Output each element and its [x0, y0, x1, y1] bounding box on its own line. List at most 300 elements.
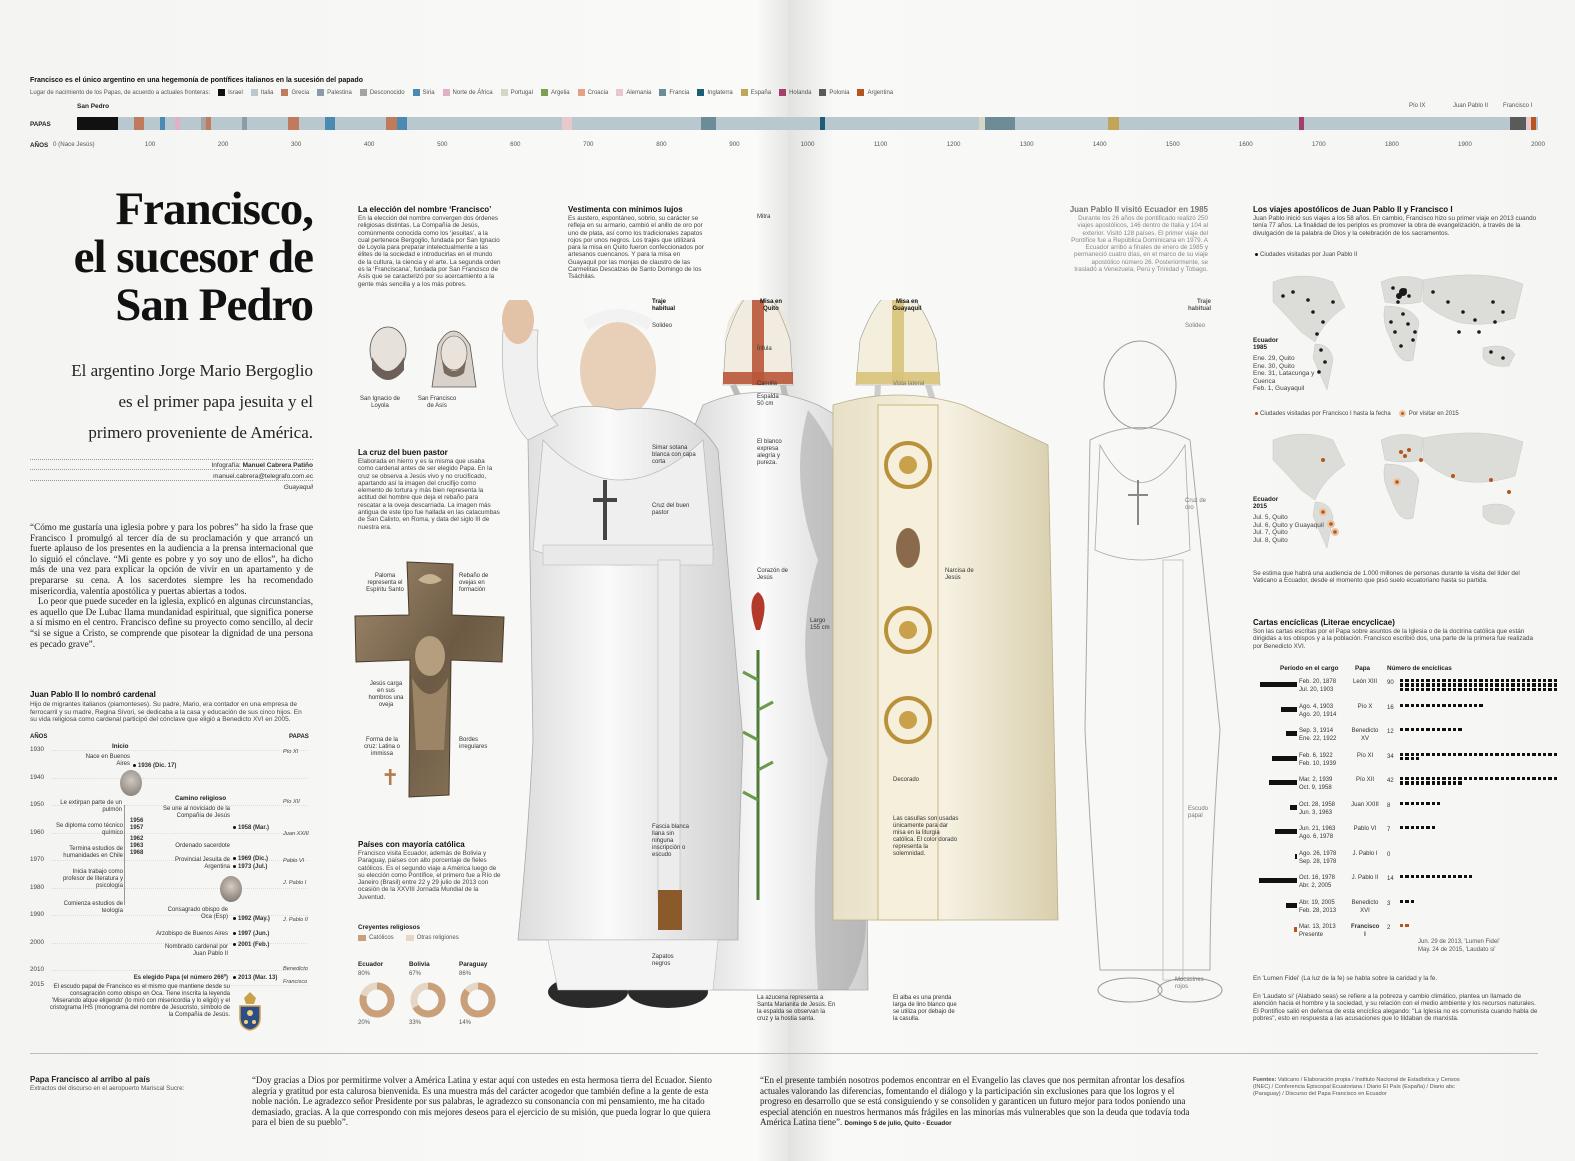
encyclical-dot	[1400, 777, 1403, 780]
encyclical-dot	[1495, 777, 1498, 780]
encyclical-dot	[1405, 683, 1408, 686]
pope-name: Pío X	[1357, 703, 1373, 710]
tenure-bar	[1290, 805, 1297, 810]
jp2-cruz-label: Cruz de oro	[1185, 498, 1207, 511]
encyclical-dot	[1416, 679, 1419, 682]
otras-swatch	[406, 935, 414, 941]
tenure-bar	[1272, 756, 1297, 761]
legend-swatch	[360, 89, 367, 96]
cardinal-pope: J. Pablo I	[283, 880, 307, 886]
encyclical-dot	[1400, 704, 1403, 707]
latin-cross-icon: ✝	[381, 765, 400, 790]
footer-sub: Extractos del discurso en el aeropuerto Mariscal Sucre:	[30, 1085, 185, 1092]
first-pope-label: San Pedro	[77, 103, 110, 110]
corazon-label: Corazón de Jesús	[757, 568, 789, 581]
azucena-label: La azucena representa a Santa Marianita de Jesús. En la espalda se observan la cruz y la hostia santa.	[757, 995, 836, 1022]
encyclical-dot	[1469, 679, 1472, 682]
encyclical-dot	[1458, 683, 1461, 686]
encyclical-count: 90	[1387, 680, 1394, 686]
encyclical-dot	[1421, 781, 1424, 784]
year-tick: 300	[290, 141, 302, 148]
encyclical-dot	[1453, 753, 1456, 756]
encyclical-dot	[1517, 679, 1520, 682]
encyclical-dot	[1437, 704, 1440, 707]
encyclical-dot	[1426, 704, 1429, 707]
encyclical-dot	[1485, 777, 1488, 780]
year-tick: 400	[364, 141, 375, 148]
encyclical-dot	[1532, 679, 1535, 682]
otras-pct: 14%	[459, 1020, 472, 1026]
encyclical-dot	[1479, 777, 1482, 780]
period-from: Feb. 6, 1922	[1299, 752, 1333, 759]
jp2-escudo-label: Escudo papal	[1188, 806, 1209, 819]
encyclical-dot	[1416, 757, 1419, 760]
encyclical-dot	[1437, 777, 1440, 780]
ec85-item: Ene. 29, Quito	[1253, 355, 1295, 362]
event-cardenal: Nombrado cardenal por Juan Pablo II	[164, 944, 228, 957]
encyclical-dot	[1527, 753, 1530, 756]
viajes-text: Juan Pablo inició sus viajes a los 58 años. En cambio, Francisco hizo su primer viaje en 2013 cuando tenía 77 años. La finalidad de los periplos es promover la obra de evangelización, a través de la divulgación de la palabra de Dios y la celebración de los sacramentos.	[1253, 215, 1537, 237]
encyclical-dot	[1400, 757, 1403, 760]
encyclical-dot	[1479, 753, 1482, 756]
encyclical-dot	[1501, 777, 1504, 780]
creyentes-title: Creyentes religiosos	[358, 924, 420, 931]
pope-segment	[1531, 117, 1536, 130]
credit-email: manuel.cabrera@telegrafo.com.ec	[213, 473, 313, 480]
encyclical-dot	[1538, 679, 1541, 682]
cardinal-year: 1990	[30, 911, 45, 918]
period-from: Oct. 16, 1978	[1299, 875, 1336, 881]
footer-quote-2-text: “En el presente también nosotros podemos encontrar en el Evangelio las claves que nos permitan afrontar los desafíos actuales valorando las diferencias, fomentando el diálogo y la participación sin exclusiones para que los logros y el progreso en desarrollo que se está consiguiendo y se consoliden y garanticen un futuro mejor para todos poniendo una especial atención en nuestros hermanos más frágiles en las minorías más vulnerables que son la deuda que todavía toda América Latina tiene”.	[760, 1075, 1190, 1128]
encyclical-dot	[1464, 679, 1467, 682]
period-to: Presente	[1299, 932, 1324, 938]
period-from: Oct. 28, 1958	[1299, 801, 1336, 808]
encyclical-dot	[1400, 826, 1403, 829]
rebano-label: Rebaño de ovejas en formación	[459, 573, 489, 593]
encyclical-dot	[1479, 679, 1482, 682]
encyclical-dot	[1554, 688, 1557, 691]
encyclical-dot	[1469, 688, 1472, 691]
encyclical-count: 8	[1387, 802, 1391, 809]
encyclical-row	[1253, 874, 1538, 896]
fuentes	[1253, 1077, 1473, 1098]
period-to: Ago. 20, 1914	[1299, 711, 1337, 718]
encyclical-dot	[1511, 777, 1514, 780]
mitra-label: Mitra	[757, 214, 771, 220]
cardinal-text: Hijo de migrantes italianos (piamonteses). Su padre, Mario, era contador en una empresa de ferrocarril y su madre, Regina Sívori, se dedicaba a la casa y educación de sus cinco hijos. En su vida religiosa como cardenal participó del cónclave que eligió a Benedicto XVI en 2005.	[30, 701, 302, 724]
encyclical-dot	[1458, 728, 1461, 731]
encyclical-dot	[1453, 683, 1456, 686]
encyclical-dot	[1532, 777, 1535, 780]
encyclical-dots	[1400, 802, 1558, 805]
cardinal-year: 1960	[30, 829, 45, 836]
encyclical-dot	[1416, 753, 1419, 756]
vestments-illustration	[488, 300, 1088, 1025]
event-profesor: Inicia trabajo como profesor de literatura y psicología	[62, 869, 123, 889]
otras-pct: 20%	[358, 1020, 371, 1026]
encyclical-dot	[1400, 683, 1403, 686]
encyclical-dot	[1511, 753, 1514, 756]
misa-gye-label: Misa en Guayaquil	[892, 299, 922, 312]
footer-quote-2-sign: Domingo 5 de julio, Quito - Ecuador	[844, 1120, 952, 1128]
cardinal-year: 1970	[30, 856, 45, 863]
encyclical-dot	[1411, 753, 1414, 756]
encyclical-dot	[1474, 688, 1477, 691]
period-to: Abr. 2, 2005	[1299, 883, 1332, 889]
encyclical-dot	[1469, 683, 1472, 686]
encyclical-dot	[1405, 900, 1408, 903]
encyclical-dot	[1448, 753, 1451, 756]
paises-text: Francisco visita Ecuador, además de Bolivia y Paraguay, países con alto porcentaje de fieles católicos. Es el segundo viaje a América luego de su elección como Pontífice, el primero fue a Río de Janeiro (Brasil) entre 22 y 29 julio de 2013 con ocasión de la XXVIII Jornada Mundial de la Juventud.	[358, 850, 501, 901]
encyclical-dot	[1479, 704, 1482, 707]
encyclical-dot	[1469, 753, 1472, 756]
encyclical-dot	[1442, 875, 1445, 878]
year-tick: 1900	[1458, 141, 1472, 148]
encyclical-dot	[1421, 802, 1424, 805]
encyclical-dot	[1538, 688, 1541, 691]
encyclical-dot	[1501, 688, 1504, 691]
inicio-heading: Inicio	[112, 743, 129, 750]
encyclical-dot	[1485, 753, 1488, 756]
encyclical-dot	[1416, 781, 1419, 784]
encyclical-row	[1253, 850, 1538, 872]
subtitle-line: El argentino Jorge Mario Bergoglio	[71, 361, 313, 380]
catholic-donut	[358, 981, 396, 1019]
year-tick: 1000	[800, 141, 815, 148]
encyclical-dot	[1538, 683, 1541, 686]
encyclical-dot	[1495, 753, 1498, 756]
encyclical-dot	[1527, 777, 1530, 780]
encyclical-dot	[1532, 688, 1535, 691]
otras-label: Otras religiones	[416, 935, 459, 941]
period-to: Feb. 28, 2013	[1299, 907, 1337, 914]
encyclical-dot	[1400, 924, 1403, 927]
date-obispo: 1992 (May.)	[238, 916, 270, 922]
encyclical-row	[1253, 752, 1538, 774]
map1-legend-text: Ciudades visitadas por Juan Pablo II	[1260, 252, 1358, 258]
encyclical-dot	[1432, 688, 1435, 691]
encyclical-dot	[1490, 683, 1493, 686]
encyclical-dot	[1437, 781, 1440, 784]
legend-swatch	[443, 89, 450, 96]
event-provincial: Provincial Jesuita de Argentina	[174, 857, 230, 870]
encyclical-dot	[1511, 688, 1514, 691]
encyclical-dot	[1432, 777, 1435, 780]
legend-swatch	[697, 89, 704, 96]
encyclical-dot	[1426, 802, 1429, 805]
encyclical-dot	[1411, 781, 1414, 784]
cardinal-years-label: AÑOS	[30, 734, 48, 740]
encyclical-dot	[1527, 679, 1530, 682]
late-pope-label: Pío IX	[1409, 103, 1426, 109]
encyclical-dot	[1511, 679, 1514, 682]
encyclical-dot	[1432, 728, 1435, 731]
map2-legend	[1253, 410, 1459, 417]
paloma-label: Paloma representa el Espíritu Santo	[366, 573, 404, 593]
solideo-label: Solideo	[652, 323, 673, 329]
ec85-title: Ecuador 1985	[1253, 337, 1279, 351]
encyclical-dots	[1400, 777, 1558, 785]
encyclical-dot	[1416, 777, 1419, 780]
encyclical-count: 14	[1387, 876, 1394, 882]
year-axis	[53, 141, 1545, 151]
encyclical-dot	[1442, 777, 1445, 780]
encyclical-dot	[1453, 875, 1456, 878]
encyclical-dots	[1400, 826, 1558, 829]
period-to: Ago. 6, 1978	[1299, 834, 1334, 840]
legend-swatch	[218, 89, 225, 96]
cardinal-title: Juan Pablo II lo nombró cardenal	[30, 690, 156, 699]
footer-title: Papa Francisco al arribo al país	[30, 1075, 151, 1084]
encyclical-dots	[1400, 753, 1558, 761]
encyclical-dot	[1448, 679, 1451, 682]
narcisa-label: Narcisa de Jesús	[945, 568, 974, 581]
footer-quote-1: “Doy gracias a Dios por permitirme volver a América Latina y estar aquí con ustedes en esta hermosa tierra del Ecuador. Siento alegría y gratitud por esta calurosa bienvenida. Es una muestra más del carácter acogedor que también define a la gente de esta noble nación. Le agradezco señor Presidente por sus palabras, le agradezco su consonancia con mi pensamiento, me ha citado demasiado, gracias. A la que correspondo con mis mejores deseos para el ejercicio de su misión, que pueda lograr lo que quiera para el bien de su pueblo”.	[252, 1075, 712, 1128]
legend-swatch	[578, 89, 585, 96]
period-to: Ene. 22, 1922	[1299, 736, 1337, 742]
title-line: el sucesor de	[73, 231, 313, 283]
encyclical-dot	[1442, 704, 1445, 707]
period-to: Oct. 9, 1958	[1299, 785, 1332, 791]
pope-name: Pablo VI	[1353, 826, 1377, 832]
encyclical-dot	[1426, 683, 1429, 686]
francisco-encyclicals-note: Jun. 29 de 2013, 'Lumen Fidei' May. 24 de 2015, 'Laudato si'	[1418, 939, 1500, 953]
encyclical-dot	[1548, 679, 1551, 682]
encyclical-row	[1253, 825, 1538, 847]
intro-quote	[30, 522, 313, 649]
cardinal-year: 1980	[30, 884, 45, 891]
jp2-mocasines-label: Mocasines rojos	[1175, 977, 1204, 990]
legend-label: Portugal	[510, 89, 533, 96]
creyentes-legend	[358, 935, 459, 941]
year-tick: 100	[144, 141, 156, 148]
legend-label: Norte de África	[452, 89, 493, 96]
encyclical-row	[1253, 678, 1538, 700]
coat-of-arms-icon	[232, 990, 268, 1032]
encyclical-dot	[1554, 753, 1557, 756]
encyclical-dot	[1517, 777, 1520, 780]
legend-swatch	[616, 89, 623, 96]
encyclical-dot	[1400, 688, 1403, 691]
title-line: Francisco,	[115, 183, 313, 235]
event-elegido: Es elegido Papa (el número 266º)	[133, 975, 228, 981]
encyclical-dots	[1400, 704, 1558, 707]
vestimenta-text: Es austero, espontáneo, sobrio, su carácter se refleja en su armario, cambió el anillo de oro por uno de plata, así como los tradicionales zapatos rojos por unos negros. Los trajes que utilizará para la misa en Quito fueron confeccionados por artesanos cuencanos. Y para la misa en Guayaquil por las monjas de claustro de las Carmelitas Descalzas de Santo Domingo de los Tsáchilas.	[568, 215, 704, 281]
encyclical-dot	[1554, 683, 1557, 686]
blanco-label: El blanco expresa alegría y pureza.	[757, 439, 782, 466]
encyclical-dot	[1400, 679, 1403, 682]
encyclical-dot	[1442, 688, 1445, 691]
tenure-bar	[1295, 854, 1297, 859]
period-from: Ago. 4, 1903	[1299, 703, 1334, 710]
portrait-young	[120, 770, 142, 796]
period-from: Mar. 13, 2013	[1299, 924, 1336, 930]
encyclical-dots	[1400, 679, 1558, 691]
legend-swatch	[659, 89, 666, 96]
jp2-title: Juan Pablo II visitó Ecuador en 1985	[1069, 205, 1208, 214]
event-ordenado: Ordenado sacerdote	[175, 843, 230, 849]
event-teologia: Comienza estudios de teología	[63, 901, 123, 914]
encyclical-dot	[1411, 679, 1414, 682]
encyclical-dot	[1538, 777, 1541, 780]
encyclical-dot	[1464, 753, 1467, 756]
encyclical-dot	[1490, 679, 1493, 682]
year-tick: 200	[217, 141, 229, 148]
encyclical-dot	[1421, 683, 1424, 686]
year-tick: 1200	[946, 141, 961, 148]
encyclical-dot	[1464, 704, 1467, 707]
encyclical-dots	[1400, 900, 1558, 903]
encyclical-dot	[1416, 688, 1419, 691]
legend-swatch	[413, 89, 420, 96]
encyclical-dot	[1426, 679, 1429, 682]
encyclical-dot	[1432, 826, 1435, 829]
pope-name: J. Pablo II	[1351, 875, 1379, 881]
simar-label: Simar sotana blanca con capa corta	[652, 445, 696, 465]
encyclical-dot	[1522, 777, 1525, 780]
encyclical-dot	[1506, 777, 1509, 780]
encyclical-dot	[1522, 679, 1525, 682]
encyclical-dot	[1411, 900, 1414, 903]
country-name: Bolivia	[409, 961, 430, 968]
ec15-item: Jul. 5, Quito	[1253, 514, 1288, 521]
encyclical-dot	[1432, 781, 1435, 784]
encyclical-dot	[1411, 777, 1414, 780]
period-from: Abr. 19, 2005	[1299, 899, 1335, 906]
year-tick: 1500	[1165, 141, 1180, 148]
map1-legend	[1253, 252, 1357, 258]
subtitle-line: primero proveniente de América.	[88, 423, 313, 442]
country-name: Paraguay	[459, 961, 488, 968]
encyclical-dot	[1469, 875, 1472, 878]
por-visitar-icon	[1399, 410, 1406, 417]
nombre-title: La elección del nombre ‘Francisco’	[358, 205, 492, 214]
cardinal-pope: Benedicto	[283, 966, 308, 972]
saint-ignacio-label: San Ignacio de Loyola	[359, 396, 401, 409]
lumen-text: En 'Lumen Fidei' (La luz de la fe) se habla sobre la caridad y la fe.	[1253, 975, 1438, 982]
encyclical-dot	[1538, 753, 1541, 756]
encyclical-dot	[1501, 753, 1504, 756]
encyclical-row	[1253, 899, 1538, 921]
encyclical-dot	[1485, 688, 1488, 691]
encyclical-dot	[1432, 683, 1435, 686]
encyclical-dot	[1405, 688, 1408, 691]
pope-name: J. Pablo I	[1352, 850, 1378, 857]
traje-label: Traje habitual	[652, 299, 676, 312]
col-papa: Papa	[1355, 665, 1371, 672]
legend-swatch	[857, 89, 864, 96]
year-tick: 1600	[1238, 141, 1253, 148]
encyclical-dot	[1421, 777, 1424, 780]
encyclical-dot	[1411, 802, 1414, 805]
fuentes-text: Vaticano / Elaboración propia / Instituto Nacional de Estadística y Censos (INEC) / Conferencia Episcopal Ecuatoriana / Diario El País (España) / Diario abc (Paraguay) / Discurso del Papa Francisco en Ecuador	[1253, 1077, 1460, 1097]
encyclical-dot	[1400, 753, 1403, 756]
vista-lateral-label: Vista lateral	[893, 381, 925, 387]
subtitle	[30, 355, 313, 448]
encyclical-dot	[1469, 704, 1472, 707]
encyclical-dot	[1448, 704, 1451, 707]
encyclical-dot	[1485, 683, 1488, 686]
encyclical-dot	[1437, 683, 1440, 686]
encyclical-dot	[1522, 683, 1525, 686]
encyclical-dot	[1442, 679, 1445, 682]
encyclical-dot	[1490, 777, 1493, 780]
papas-row-label: PAPAS	[30, 121, 51, 128]
encyclical-dot	[1517, 688, 1520, 691]
legend-label: Israel	[228, 89, 243, 96]
paises-title: Países con mayoría católica	[358, 840, 465, 849]
encyclical-count: 34	[1387, 753, 1394, 760]
col-periodo: Período en el cargo	[1280, 665, 1339, 672]
legend-label: Francia	[669, 89, 690, 96]
year-tick: 1800	[1385, 141, 1399, 148]
legend-swatch	[779, 89, 786, 96]
date-arzobispo: 1997 (Jun.)	[238, 931, 270, 937]
encyclical-dot	[1400, 802, 1403, 805]
encyclical-dot	[1437, 688, 1440, 691]
date-1962: 1962	[130, 836, 144, 842]
legend-label: Argelia	[550, 89, 570, 96]
cardinal-pope: Pío XII	[283, 799, 300, 805]
encyclical-dot	[1426, 777, 1429, 780]
encyclical-dot	[1458, 753, 1461, 756]
event-obispo: Consagrado obispo de Oca (Esp)	[167, 907, 228, 920]
cardinal-year: 1950	[30, 801, 45, 808]
credit-label: Infografía:	[211, 462, 241, 469]
quote-paragraph: “Cómo me gustaría una iglesia pobre y para los pobres” ha sido la frase que Francisco I promulgó al tercer día de su proclamación y que arrancó un fuerte aplauso de los presentes en la audiencia a la prensa internacional que lo siguió el cónclave. “Mi gente es pobre y yo soy uno de ellos”, ha dicho más de una vez para explicar la opción de vivir en un apartamento y de prepararse su cena. A los sacerdotes siempre les ha recomendado misericordia, valentía apostólica y puertas abiertas a todos.	[30, 522, 313, 596]
encyclical-count: 0	[1387, 851, 1391, 858]
period-to: Feb. 10, 1939	[1299, 760, 1337, 767]
misa-quito-label: Misa en Quito	[759, 299, 782, 312]
encyclical-dot	[1421, 875, 1424, 878]
zapatos-label: Zapatos negros	[652, 954, 674, 967]
encyclical-dot	[1548, 688, 1551, 691]
encyclical-dot	[1416, 683, 1419, 686]
saints-portraits	[358, 315, 498, 390]
cartas-title: Cartas encíclicas (Literae encyclicae)	[1253, 618, 1395, 627]
year-tick: 0 (Nace Jesús)	[53, 141, 95, 148]
encyclical-dot	[1416, 875, 1419, 878]
period-to: Sep. 28, 1978	[1299, 858, 1337, 865]
date-cardenal: 2001 (Feb.)	[238, 942, 270, 948]
pope-name: Francisco I	[1351, 924, 1380, 938]
legend-swatch	[541, 89, 548, 96]
legend-swatch	[741, 89, 748, 96]
encyclical-dot	[1405, 753, 1408, 756]
encyclical-dot	[1400, 781, 1403, 784]
encyclical-dot	[1416, 802, 1419, 805]
timeline-heading: Francisco es el único argentino en una hegemonía de pontífices italianos en la sucesión del papado	[30, 77, 363, 84]
encyclical-dot	[1527, 683, 1530, 686]
encyclical-dot	[1501, 679, 1504, 682]
tenure-bar	[1269, 780, 1297, 785]
encyclical-count: 42	[1387, 778, 1394, 784]
date-nace: 1936 (Dic. 17)	[138, 763, 177, 769]
encyclical-dot	[1432, 704, 1435, 707]
encyclical-dot	[1421, 826, 1424, 829]
encyclical-dot	[1448, 875, 1451, 878]
good-shepherd-cross	[352, 560, 508, 800]
event-humanidades: Termina estudios de humanidades en Chile	[63, 846, 123, 859]
period-from: Mar. 2, 1939	[1299, 777, 1333, 783]
encyclical-dot	[1490, 688, 1493, 691]
encyclical-row	[1253, 801, 1538, 823]
nombre-text: En la elección del nombre convergen dos órdenes religiosas distintas. La Compañía de Jesús, comúnmente conocida como los ‘jesuitas’, a la cual pertenece Bergoglio, fundada por San Ignacio de Loyola para preparar intelectualmente a las élites de la sociedad e introducirlas en el mundo de la cultura, la ciencia y el arte. La segunda orden es la ‘Franciscana’, fundada por San Francisco de Asís que se caracterizó por su acercamiento a la gente más sencilla y a los más pobres.	[358, 215, 501, 288]
encyclical-dot	[1532, 683, 1535, 686]
period-from: Ago. 26, 1978	[1299, 850, 1337, 857]
encyclical-dot	[1458, 875, 1461, 878]
ec15-item: Jul. 6, Quito y Guayaquil	[1253, 521, 1324, 529]
